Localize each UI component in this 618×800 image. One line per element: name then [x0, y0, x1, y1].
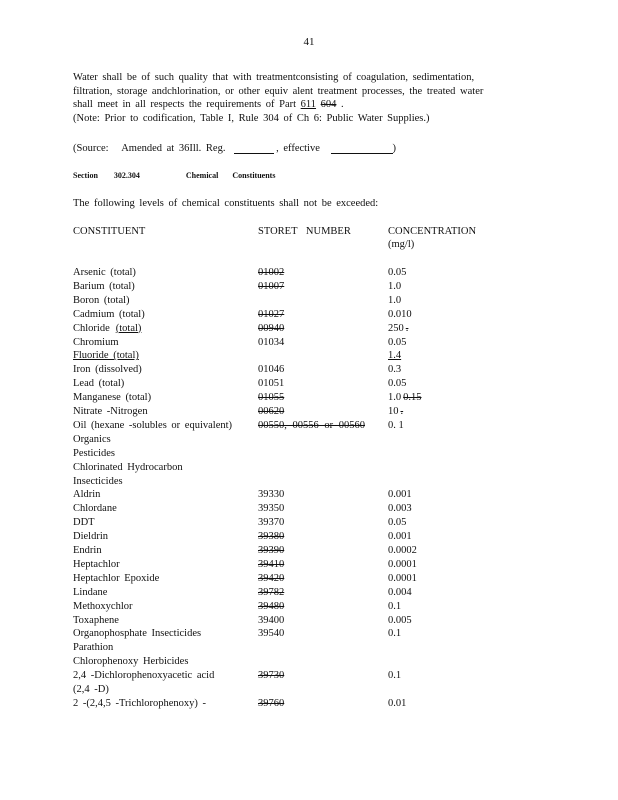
constituent-text: DDT — [73, 517, 95, 529]
constituent-name — [73, 448, 115, 459]
table-row — [0, 420, 618, 433]
header-concentration: CONCENTRATION — [388, 226, 477, 237]
concentration-text: 0.01 — [388, 697, 407, 709]
source-close: ) — [392, 143, 397, 154]
constituent-text: Manganese (total) — [73, 392, 152, 404]
concentration-text: 1.0 — [388, 280, 402, 292]
section-title-2: Constituents — [232, 171, 276, 180]
constituent-text: Arsenic (total) — [73, 267, 136, 278]
concentration-text: 0.0002 — [388, 545, 417, 556]
concentration-deleted: 0.15 — [403, 392, 422, 404]
concentration-text: 0.0001 — [388, 558, 417, 570]
storet-number: 39390 — [258, 545, 285, 556]
concentration-text: 0.1 — [388, 600, 402, 612]
constituent-name — [73, 281, 135, 292]
table-row — [0, 670, 618, 683]
table-row — [0, 434, 618, 447]
constituent-text: Insecticides — [73, 475, 123, 487]
source-line — [73, 143, 396, 154]
constituent-text: Chlorophenoxy Herbicides — [73, 656, 189, 668]
intro-paragraph — [73, 71, 513, 125]
concentration-value — [388, 267, 406, 278]
constituent-text: Toxaphene — [73, 614, 119, 626]
concentration-text: 1.4 — [388, 350, 402, 362]
storet-number: 01051 — [258, 378, 285, 390]
intro-line-3-end: . — [341, 99, 344, 110]
intro-note: (Note: Prior to codification, Table I, Rule 304 of Ch 6: Public Water Supplies.) — [73, 112, 430, 124]
storet-number: 39782 — [258, 586, 285, 598]
constituent-text: Oil (hexane -solubles or equivalent) — [73, 419, 233, 431]
table-row — [0, 545, 618, 558]
storet-number: 39730 — [258, 670, 285, 682]
intro-line-3 — [73, 98, 513, 112]
storet-number: 39350 — [258, 503, 285, 515]
constituent-name — [73, 670, 214, 681]
constituent-text: 2,4 -Dichlorophenoxyacetic acid — [73, 670, 215, 682]
table-row — [0, 628, 618, 641]
concentration-value — [388, 489, 412, 500]
table-row — [0, 378, 618, 391]
constituent-name — [73, 573, 159, 584]
constituent-text: Endrin — [73, 545, 102, 556]
table-row — [0, 517, 618, 530]
constituent-text: Chlordane — [73, 503, 117, 515]
concentration-text: 0.003 — [388, 503, 412, 515]
concentration-value — [388, 545, 417, 556]
concentration-deleted: . — [405, 322, 409, 334]
constituent-name — [73, 295, 130, 306]
constituent-text: Barium (total) — [73, 280, 135, 292]
table-row — [0, 406, 618, 419]
concentration-value — [388, 615, 412, 626]
storet-number: 39540 — [258, 628, 285, 640]
constituent-name — [73, 309, 145, 320]
constituent-text: Parathion — [73, 642, 114, 654]
table-row — [0, 587, 618, 600]
storet-number: 39760 — [258, 697, 285, 709]
constituent-text: Methoxychlor — [73, 600, 133, 612]
source-effective: , effective — [276, 143, 320, 154]
constituent-text: Nitrate -Nitrogen — [73, 406, 148, 417]
constituent-text: Boron (total) — [73, 294, 130, 306]
constituent-text: Cadmium (total) — [73, 308, 145, 320]
concentration-value — [388, 517, 406, 528]
intro-line-2: filtration, storage andchlorination, or other equiv alent treatment processes, the treated water — [73, 85, 484, 97]
constituent-name — [73, 531, 108, 542]
concentration-text: 0.1 — [388, 628, 402, 640]
storet-number: 01034 — [258, 336, 285, 348]
concentration-value — [388, 587, 412, 598]
concentration-text: 10 — [388, 406, 399, 417]
concentration-text: 1.0 — [388, 392, 402, 404]
concentration-text: 0.001 — [388, 531, 412, 543]
constituent-name — [73, 476, 123, 487]
constituent-name — [73, 489, 100, 500]
storet-number: 39480 — [258, 600, 285, 612]
concentration-text: 0.001 — [388, 489, 412, 501]
constituent-name — [73, 503, 117, 514]
constituent-name — [73, 392, 151, 403]
storet-number: 39400 — [258, 614, 285, 626]
table-row — [0, 489, 618, 502]
constituent-name — [73, 545, 102, 556]
table-row — [0, 295, 618, 308]
constituent-name — [73, 587, 107, 598]
concentration-text: 0. 1 — [388, 419, 404, 431]
storet-number: 01007 — [258, 280, 285, 292]
constituent-added-text: (total) — [115, 322, 142, 334]
constituent-name — [73, 323, 141, 334]
table-row — [0, 559, 618, 572]
table-row — [0, 503, 618, 516]
table-row — [0, 476, 618, 489]
constituent-name — [73, 364, 142, 375]
concentration-value — [388, 406, 403, 417]
storet-number: 01055 — [258, 392, 285, 404]
storet-number: 01002 — [258, 267, 285, 278]
concentration-text: 1.0 — [388, 294, 402, 306]
levels-statement: The following levels of chemical constituents shall not be exceeded: — [73, 198, 379, 209]
concentration-text: 0.1 — [388, 670, 402, 682]
intro-line-1: Water shall be of such quality that with treatmentconsisting of coagulation, sedimentation, — [73, 72, 475, 83]
concentration-text: 250 — [388, 322, 404, 334]
part-number-new: 611 — [300, 99, 317, 110]
page-number: 41 — [303, 36, 315, 48]
constituent-name — [73, 642, 113, 653]
concentration-value — [388, 670, 401, 681]
table-row — [0, 267, 618, 280]
concentration-value — [388, 420, 404, 431]
table-row — [0, 337, 618, 350]
table-row — [0, 642, 618, 655]
constituent-name — [73, 378, 124, 389]
source-amended: Amended at 36Ill. Reg. — [121, 143, 226, 154]
constituent-text: Aldrin — [73, 489, 101, 501]
concentration-value — [388, 350, 401, 361]
storet-number: 00550, 00556 or 00560 — [258, 419, 365, 431]
constituent-text: Organics — [73, 433, 111, 445]
constituent-name — [73, 267, 136, 278]
storet-number: 39420 — [258, 572, 285, 584]
table-row — [0, 323, 618, 336]
table-row — [0, 462, 618, 475]
storet-number: 01046 — [258, 364, 285, 376]
concentration-value — [388, 698, 406, 709]
concentration-text: 0.05 — [388, 267, 407, 278]
table-row — [0, 698, 618, 711]
table-row — [0, 281, 618, 294]
constituent-text: Dieldrin — [73, 531, 108, 543]
section-label: Section — [73, 171, 98, 180]
concentration-deleted: . — [400, 406, 404, 417]
storet-number: 39370 — [258, 517, 285, 529]
section-number: 302.304 — [113, 171, 140, 180]
constituent-name — [73, 337, 119, 348]
table-row — [0, 684, 618, 697]
constituent-name — [73, 559, 120, 570]
constituent-name — [73, 656, 188, 667]
concentration-value — [388, 378, 406, 389]
source-label: (Source: — [73, 143, 109, 154]
table-row — [0, 573, 618, 586]
constituent-text: Chloride — [73, 322, 110, 334]
concentration-value — [388, 573, 417, 584]
constituent-name — [73, 517, 95, 528]
constituent-text: Organophosphate Insecticides — [73, 628, 202, 640]
concentration-text: 0.3 — [388, 364, 402, 376]
constituent-name — [73, 350, 139, 361]
constituent-name — [73, 406, 148, 417]
constituent-name — [73, 628, 201, 639]
table-row — [0, 448, 618, 461]
concentration-text: 0.05 — [388, 517, 407, 529]
table-row — [0, 364, 618, 377]
constituent-text: (2,4 -D) — [73, 684, 109, 695]
concentration-value — [388, 531, 412, 542]
concentration-text: 0.004 — [388, 586, 412, 598]
concentration-value — [388, 601, 401, 612]
constituent-name — [73, 462, 183, 473]
table-row — [0, 615, 618, 628]
effective-date-blank — [331, 143, 393, 154]
storet-number: 00940 — [258, 322, 285, 334]
header-storet: STORET NUMBER — [258, 226, 351, 237]
concentration-text: 0.010 — [388, 308, 412, 320]
storet-number: 39330 — [258, 489, 285, 501]
header-constituent: CONSTITUENT — [73, 226, 146, 237]
constituent-name — [73, 434, 111, 445]
table-row — [0, 656, 618, 669]
section-title: Chemical — [185, 171, 219, 180]
constituent-text: Iron (dissolved) — [73, 364, 142, 376]
constituent-text: Heptachlor Epoxide — [73, 572, 160, 584]
table-row — [0, 531, 618, 544]
concentration-value — [388, 309, 412, 320]
constituent-name — [73, 615, 119, 626]
concentration-value — [388, 323, 408, 334]
storet-number: 39380 — [258, 531, 285, 543]
concentration-value — [388, 559, 417, 570]
constituent-text: Chromium — [73, 336, 119, 348]
storet-number: 39410 — [258, 558, 285, 570]
concentration-text: 0.05 — [388, 378, 407, 390]
constituent-name — [73, 420, 232, 431]
header-units: (mg/l) — [388, 239, 415, 250]
intro-line-3-text: shall meet in all respects the requirements of Part — [73, 99, 297, 110]
register-blank — [234, 143, 274, 154]
concentration-value — [388, 295, 401, 306]
concentration-text: 0.0001 — [388, 572, 417, 584]
concentration-text: 0.005 — [388, 614, 412, 626]
part-number-old: 604 — [320, 99, 337, 110]
concentration-value — [388, 281, 401, 292]
constituent-text: 2 -(2,4,5 -Trichlorophenoxy) - — [73, 697, 207, 709]
storet-number: 00620 — [258, 406, 285, 417]
table-row — [0, 309, 618, 322]
section-heading — [73, 171, 275, 180]
concentration-value — [388, 392, 422, 403]
concentration-value — [388, 337, 406, 348]
constituent-name — [73, 601, 133, 612]
constituent-name — [73, 698, 206, 709]
storet-number: 01027 — [258, 308, 285, 320]
table-row — [0, 350, 618, 363]
table-row — [0, 601, 618, 614]
concentration-value — [388, 364, 401, 375]
table-row — [0, 392, 618, 405]
concentration-value — [388, 628, 401, 639]
constituent-text: Chlorinated Hydrocarbon — [73, 461, 183, 473]
constituent-text: Pesticides — [73, 447, 115, 459]
concentration-text: 0.05 — [388, 336, 407, 348]
constituent-text: Heptachlor — [73, 558, 120, 570]
constituent-text: Fluoride (total) — [73, 350, 139, 362]
constituent-name — [73, 684, 109, 695]
concentration-value — [388, 503, 412, 514]
constituent-text: Lindane — [73, 586, 108, 598]
constituent-text: Lead (total) — [73, 378, 125, 390]
